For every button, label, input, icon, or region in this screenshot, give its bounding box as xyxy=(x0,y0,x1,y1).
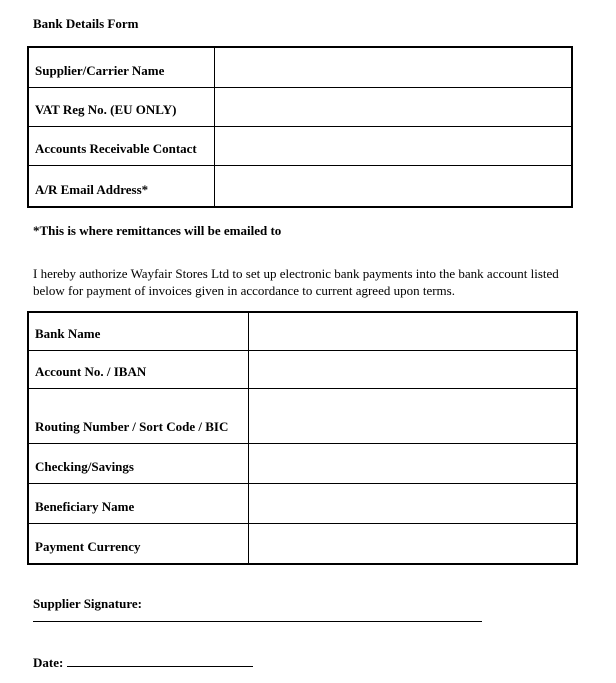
bank-details-form-page xyxy=(0,16,616,683)
accounts-receivable-contact-label: Accounts Receivable Contact xyxy=(35,141,197,156)
account-no-iban-field[interactable] xyxy=(248,351,576,388)
ar-email-address-label-cell xyxy=(29,166,214,206)
table-row xyxy=(29,127,571,166)
authorization-paragraph xyxy=(33,265,593,299)
page-title: Bank Details Form xyxy=(33,16,139,31)
bank-name-label: Bank Name xyxy=(35,326,101,341)
bank-name-field[interactable] xyxy=(248,313,576,350)
bank-name-label-cell xyxy=(29,313,248,350)
account-no-iban-label-cell xyxy=(29,351,248,388)
checking-savings-label-cell xyxy=(29,444,248,483)
date-label: Date: xyxy=(33,655,64,670)
table-row xyxy=(29,351,576,389)
table-row xyxy=(29,484,576,524)
authorization-line-2: below for payment of invoices given in accordance to current agreed upon terms. xyxy=(33,283,455,298)
checking-savings-field[interactable] xyxy=(248,444,576,483)
accounts-receivable-contact-label-cell xyxy=(29,127,214,165)
supplier-signature-label: Supplier Signature: xyxy=(33,596,142,611)
routing-number-label-cell xyxy=(29,389,248,443)
supplier-signature-line[interactable] xyxy=(33,621,482,622)
checking-savings-label: Checking/Savings xyxy=(35,459,134,474)
date-line[interactable] xyxy=(67,653,253,667)
accounts-receivable-contact-field[interactable] xyxy=(214,127,571,165)
beneficiary-name-label: Beneficiary Name xyxy=(35,499,135,514)
beneficiary-name-field[interactable] xyxy=(248,484,576,523)
supplier-details-table xyxy=(27,46,573,208)
routing-number-field[interactable] xyxy=(248,389,576,443)
payment-currency-label: Payment Currency xyxy=(35,539,141,554)
date-row xyxy=(33,653,616,672)
supplier-carrier-name-label-cell xyxy=(29,48,214,87)
table-row xyxy=(29,88,571,127)
table-row xyxy=(29,444,576,484)
payment-currency-field[interactable] xyxy=(248,524,576,563)
table-row xyxy=(29,166,571,206)
payment-currency-label-cell xyxy=(29,524,248,563)
remittance-note: *This is where remittances will be emailed to xyxy=(33,223,282,238)
table-row xyxy=(29,389,576,444)
routing-number-label: Routing Number / Sort Code / BIC xyxy=(35,419,229,434)
ar-email-address-label: A/R Email Address* xyxy=(35,182,149,197)
vat-reg-no-label: VAT Reg No. (EU ONLY) xyxy=(35,102,177,117)
ar-email-address-field[interactable] xyxy=(214,166,571,206)
bank-account-table xyxy=(27,311,578,565)
table-row xyxy=(29,313,576,351)
beneficiary-name-label-cell xyxy=(29,484,248,523)
vat-reg-no-label-cell xyxy=(29,88,214,126)
supplier-carrier-name-field[interactable] xyxy=(214,48,571,87)
supplier-carrier-name-label: Supplier/Carrier Name xyxy=(35,63,165,78)
account-no-iban-label: Account No. / IBAN xyxy=(35,364,147,379)
table-row xyxy=(29,524,576,563)
vat-reg-no-field[interactable] xyxy=(214,88,571,126)
authorization-line-1: I hereby authorize Wayfair Stores Ltd to set up electronic bank payments into the bank account listed xyxy=(33,266,559,281)
table-row xyxy=(29,48,571,88)
